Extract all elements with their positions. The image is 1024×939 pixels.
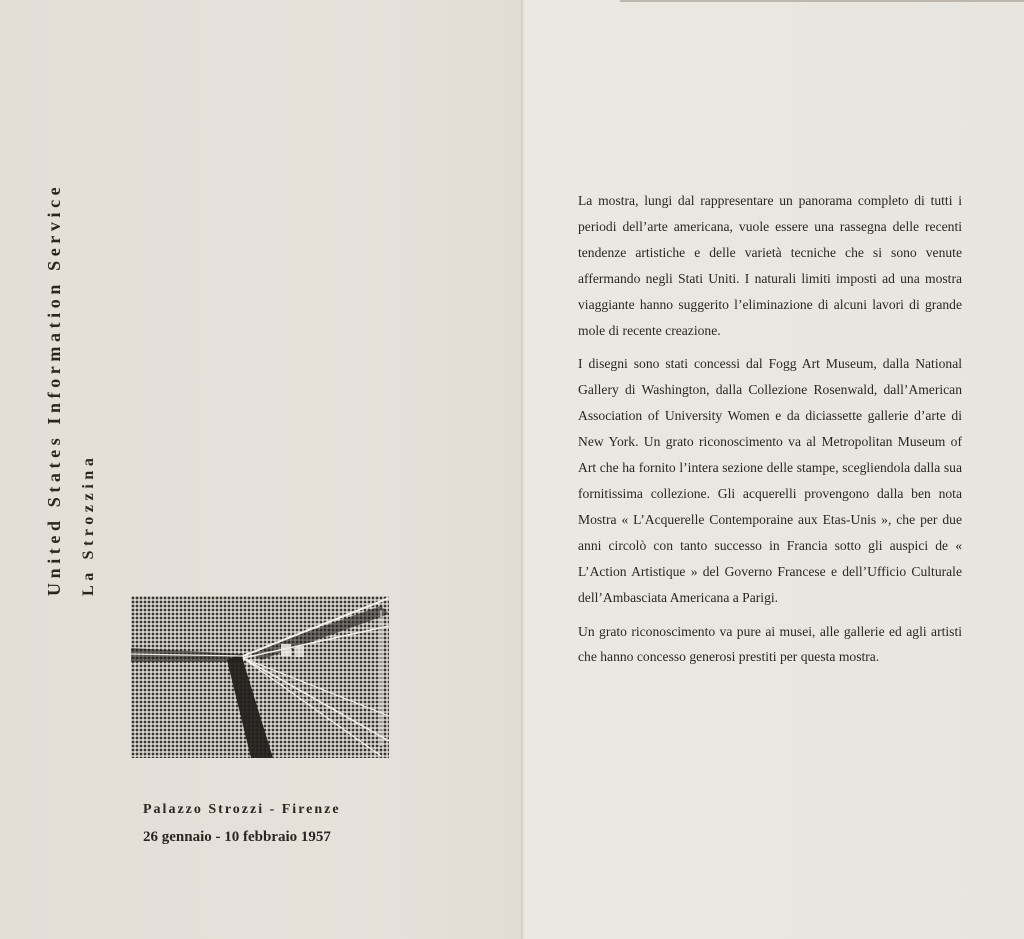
paragraph-1: La mostra, lungi dal rappresentare un panorama completo di tutti i periodi dell’arte americana, vuole essere una rassegna delle recenti tendenze artistiche e delle varietà tecniche che si sono venute affermando negli Stati Uniti. I naturali limiti imposti ad una mostra viaggiante hanno suggerito l’eliminazione di alcuni lavori di grande mole di recente creazione. <box>578 193 962 338</box>
artwork-lines <box>131 596 389 758</box>
dates-text: 26 gennaio - 10 febbraio 1957 <box>143 829 331 845</box>
paragraph-2: I disegni sono stati concessi dal Fogg Art Museum, dalla National Gallery di Washington, dalla Collezione Rosenwald, dall’American Association of University Women e da diciassette gallerie d’arte di New York. Un grato riconoscimento va al Metropolitan Museum of Art che ha fornito l’intera sezione delle stampe, scegliendola dalla sua fornitissima collezione. Gli acquerelli provengono dalla ben nota Mostra « L’Acquerelle Contemporaine aux Etas-Unis », che per due anni circolò con tanto successo in Francia sotto gli auspici de « L’Action Artistique » del Governo Francese e dell’Ufficio Culturale dell’Ambasciata Americana a Parigi. <box>578 356 962 605</box>
vertical-gallery-name: La Strozzina <box>80 453 97 596</box>
paragraph-3: Un grato riconoscimento va pure ai musei, alle gallerie ed agli artisti che hanno concesso generosi prestiti per questa mostra. <box>578 623 962 665</box>
halftone-artwork-image <box>131 596 389 758</box>
vertical-organization-name: United States Information Service <box>44 182 64 596</box>
venue-text: Palazzo Strozzi - Firenze <box>143 802 341 817</box>
description-text <box>578 188 962 678</box>
paper-top-edge <box>620 0 1024 2</box>
